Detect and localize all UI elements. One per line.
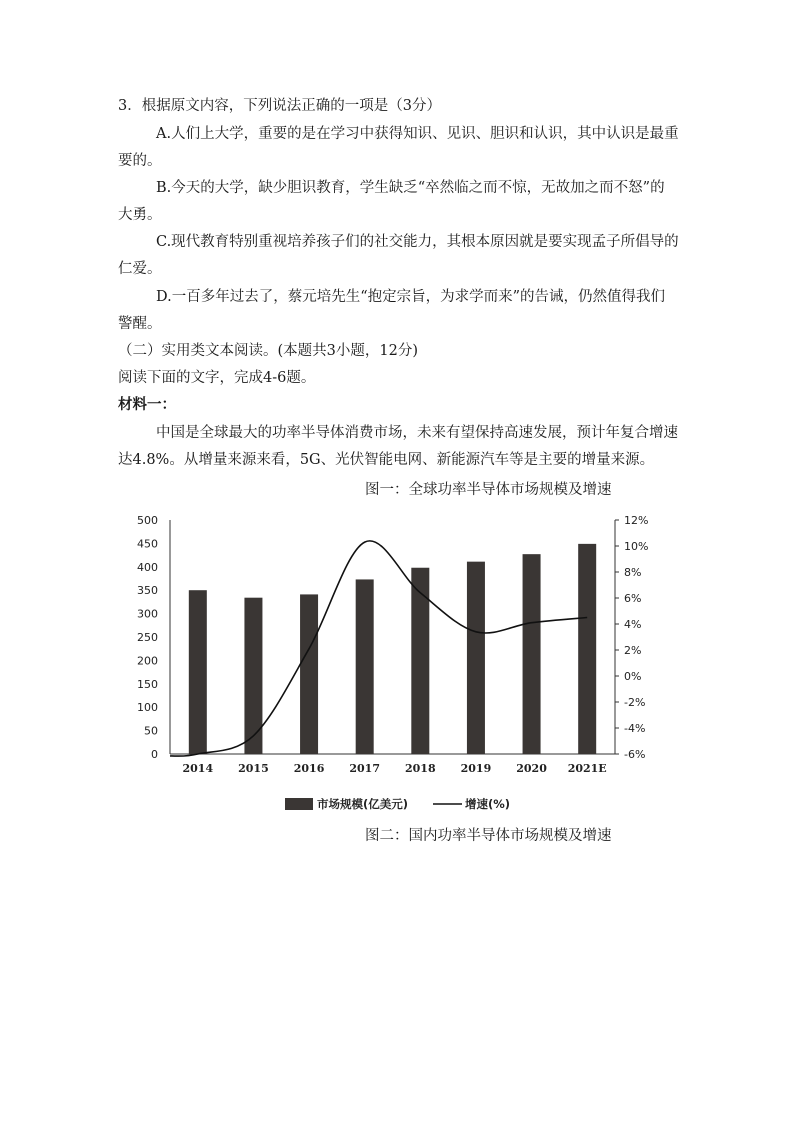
right-tick-label: 4% [624,618,642,631]
bar-2015 [244,598,262,754]
x-tick-label: 2019 [460,762,492,775]
x-tick-label: 2020 [516,762,547,775]
figure-2-caption: 图二：国内功率半导体市场规模及增速 [365,828,612,844]
legend-line-label: 增速(%) [465,797,511,811]
right-tick-label: 10% [624,540,649,553]
left-tick-label: 250 [137,631,158,644]
material-paragraph-line-2: 达4.8%。从增量来源来看，5G、光伏智能电网、新能源汽车等是主要的增量来源。 [118,452,655,468]
left-tick-label: 0 [151,748,158,761]
bar-2014 [189,590,207,754]
right-tick-label: 2% [624,644,642,657]
right-tick-label: -2% [624,696,646,709]
right-tick-label: 6% [624,592,642,605]
option-c-line-1: C.现代教育特别重视培养孩子们的社交能力，其根本原因就是要实现孟子所倡导的 [156,234,679,250]
left-tick-label: 300 [137,607,158,621]
option-d-line-2: 警醒。 [118,316,162,332]
bar-2016 [300,594,318,754]
bar-2021E [578,544,596,754]
bar-2019 [467,562,485,754]
right-tick-label: -6% [624,748,646,761]
right-tick-label: -4% [624,722,646,735]
option-b-line-1: B.今天的大学，缺少胆识教育，学生缺乏“卒然临之而不惊，无故加之而不怒”的 [156,180,665,196]
left-tick-label: 350 [137,584,158,598]
left-tick-label: 200 [137,654,158,668]
x-tick-label: 2016 [293,762,325,775]
material-label: 材料一： [118,396,176,413]
option-a-line-1: A.人们上大学，重要的是在学习中获得知识、见识、胆识和认识，其中认识是最重 [156,126,679,142]
x-tick-label: 2014 [182,762,214,775]
left-tick-label: 400 [137,560,158,574]
bar-2018 [411,568,429,754]
left-tick-label: 50 [144,724,158,738]
material-paragraph-line-1: 中国是全球最大的功率半导体消费市场，未来有望保持高速发展，预计年复合增速 [156,425,678,441]
section-instruction: 阅读下面的文字，完成4-6题。 [118,370,316,386]
section-heading: （二）实用类文本阅读。(本题共3小题，12分) [118,343,418,359]
left-tick-label: 150 [137,677,158,691]
x-tick-label: 2015 [238,762,269,775]
option-c-line-2: 仁爱。 [118,261,162,277]
figure-1-caption: 图一：全球功率半导体市场规模及增速 [365,482,612,498]
left-tick-label: 500 [137,514,158,527]
x-tick-label: 2017 [349,762,380,775]
bar-2020 [523,554,541,754]
left-tick-label: 100 [137,701,158,715]
right-tick-label: 8% [624,566,642,579]
option-a-line-2: 要的。 [118,153,162,169]
question-3-stem: 3．根据原文内容，下列说法正确的一项是（3分） [118,98,441,114]
legend-bar-swatch [285,798,313,810]
option-b-line-2: 大勇。 [118,207,162,223]
right-tick-label: 12% [624,514,649,527]
x-tick-label: 2021E [567,762,607,775]
bar-2017 [356,579,374,754]
left-tick-label: 450 [137,537,158,551]
right-tick-label: 0% [624,670,642,683]
option-d-line-1: D.一百多年过去了，蔡元培先生“抱定宗旨，为求学而来”的告诫，仍然值得我们 [156,289,666,305]
legend-bar-label: 市场规模(亿美元) [317,797,409,811]
x-tick-label: 2018 [405,762,436,775]
